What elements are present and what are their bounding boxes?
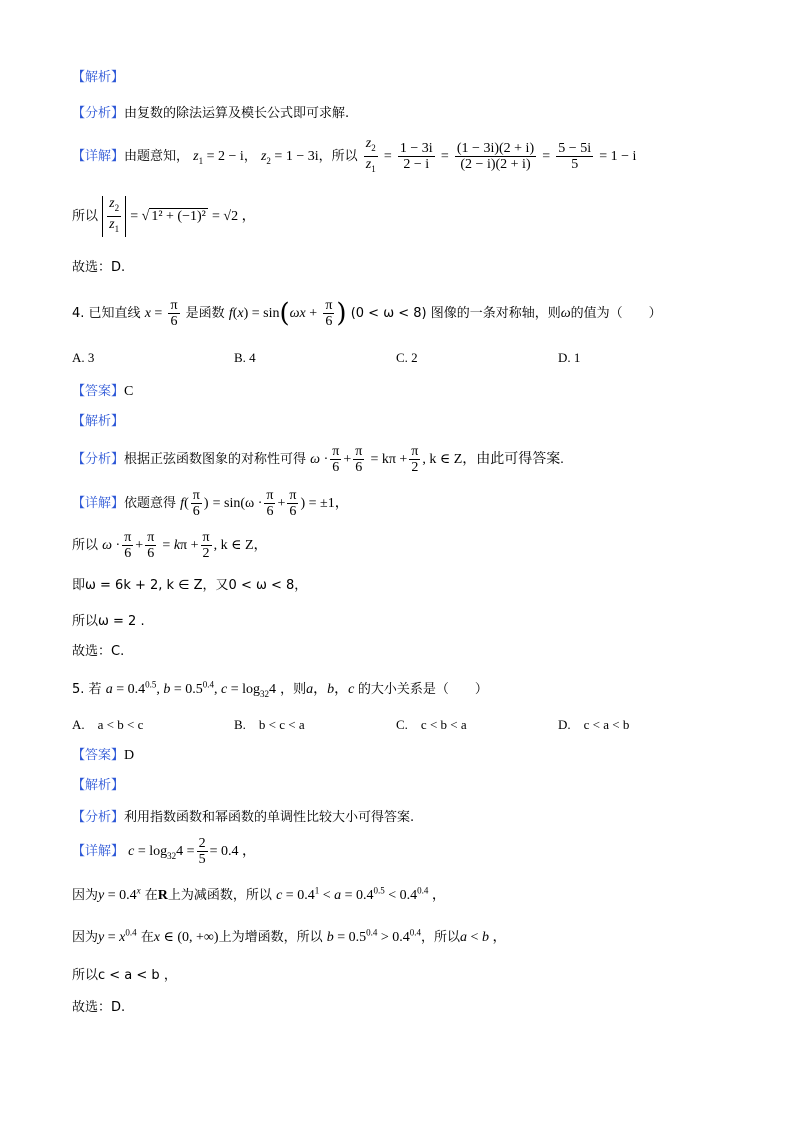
q4-line5: 所以ω = 2 .	[72, 614, 145, 629]
q5-option-b: B. b < c < a	[234, 717, 305, 732]
answer-label: 【答案】	[72, 384, 125, 399]
xiangjie-label: 【详解】	[72, 148, 125, 164]
q4-option-c: C. 2	[396, 350, 418, 365]
q5-line2-c: 上为减函数，所以	[167, 888, 272, 903]
q5-line3-a: 因为	[72, 930, 99, 945]
q3-abs-line	[72, 196, 256, 237]
q4-stem-c: (0 < ω < 8) 图像的一条对称轴，则	[350, 306, 561, 321]
q4-option-b: B. 4	[234, 350, 256, 365]
q4-xiangjie-b: = sin(ω ·	[212, 496, 263, 511]
z-ratio-frac: $\frac{z_2}{z_1}$	[365, 136, 376, 174]
analysis-label: 【解析】	[72, 70, 125, 85]
z2-eq: $z_2 = 1 - 3i$	[260, 148, 319, 166]
q4-xiangjie-a: 依题意得	[124, 496, 177, 511]
frac-1: $\frac{1 - 3i}{2 - i}$	[399, 140, 433, 172]
q4-stem: 4. 已知直线 x = $\frac{\pi}{6}$ 是函数 f(x) = sin(ωx + $\frac{\pi}{6}$ ) (0 < ω < 8) 图像的一条对称轴，则ω的值为（ ）	[72, 298, 662, 329]
q3-xiangjie-line: 【详解】由题意知， $z_1 = 2 - i$， $z_2 = 1 - 3i$，所以 $\frac{z_2}{z_1}$ = $\frac{1 - 3i}{2 - i}$ = $\frac{(1 - 3i)(2 + i)}{(2 - i)(2 + i)}$ = $\frac{5 - 5i}{5}$ = 1 − i	[72, 136, 636, 177]
q3-result: = 1 − i	[599, 148, 637, 164]
q5-analysis-label: 【解析】	[72, 778, 125, 793]
q5-choice: 故选：D.	[72, 1000, 126, 1015]
q4-analysis-label: 【解析】	[72, 414, 125, 429]
q4-fenxi-c: , k ∈ Z，由此可得答案.	[422, 452, 564, 467]
q5-line3-b: 上为增函数，所以	[218, 930, 323, 945]
q3-xiangjie-text: 由题意知，	[124, 148, 190, 164]
q5-fenxi-line	[72, 806, 414, 825]
frac-2: $\frac{(1 - 3i)(2 + i)}{(2 - i)(2 + i)}$	[456, 140, 535, 172]
q3-so-text: ，所以	[318, 148, 358, 164]
q4-xiangjie-label: 【详解】	[72, 496, 125, 511]
q5-answer-label: 【答案】	[72, 748, 125, 763]
q5-line3: 因为$y = x^{0.4}$ 在x ∈ (0, +∞)上为增函数，所以 $b = 0.5^{0.4} > 0.4^{0.4}$，所以a < b ，	[72, 927, 507, 945]
q5-line2: 因为$y = 0.4^x$ 在R上为减函数，所以 $c = 0.4^1 < a = 0.4^{0.5} < 0.4^{0.4}$ ，	[72, 885, 446, 903]
q4-stem-d: 的值为（ ）	[570, 306, 662, 321]
q4-stem-b: 是函数	[185, 306, 225, 321]
fenxi-label: 【分析】	[72, 106, 125, 121]
q4-line3: 所以 ω · $\frac{\pi}{6}$ + $\frac{\pi}{6}$ = kπ + $\frac{\pi}{2}$ , k ∈ Z，	[72, 530, 268, 561]
q3-abs-prefix: 所以	[72, 208, 99, 224]
q5-option-c: C. c < b < a	[396, 717, 467, 732]
q4-fenxi-line: 【分析】根据正弦函数图象的对称性可得 ω · $\frac{\pi}{6}$ + $\frac{\pi}{6}$ = kπ + $\frac{\pi}{2}$ , k ∈ Z，由此可得答案.	[72, 444, 564, 475]
q5-stem-b: ，则	[280, 682, 307, 697]
q5-line2-b: 在	[144, 888, 158, 903]
q3-choice: 故选：D.	[72, 260, 126, 275]
q4-answer-line	[72, 380, 133, 400]
q3-fenxi-line	[72, 102, 349, 121]
q5-line2-a: 因为	[72, 888, 99, 903]
q4-line3-a: 所以	[72, 538, 99, 553]
q4-choice: 故选：C.	[72, 644, 125, 659]
q5-option-d: D. c < a < b	[558, 717, 630, 732]
q4-fenxi-b: = kπ +	[370, 452, 408, 467]
q5-fenxi-label: 【分析】	[72, 810, 125, 825]
q5-stem-a: 5. 若	[72, 682, 102, 697]
q5-xiangjie-line: 【详解】 $c = \log_{32}4$ = $\frac{2}{5}$ = 0.4 ，	[72, 836, 256, 867]
q4-option-a: A. 3	[72, 350, 95, 365]
q4-line4: 即ω = 6k + 2, k ∈ Z，又0 < ω < 8，	[72, 578, 308, 593]
z1-eq: $z_1 = 2 - i$	[193, 148, 244, 166]
q5-fenxi-text: 利用指数函数和幂函数的单调性比较大小可得答案.	[124, 810, 415, 825]
q4-line3-b: , k ∈ Z，	[213, 538, 268, 553]
q3-abs-result: = √2 ，	[212, 208, 256, 224]
q4-answer: C	[124, 384, 134, 399]
q5-answer-line	[72, 744, 134, 764]
q5-line4: 所以c < a < b ，	[72, 968, 177, 983]
q4-stem-a: 4. 已知直线	[72, 306, 141, 321]
q4-xiangjie-c: ) = ±1，	[300, 496, 349, 511]
q3-abs-rhs: = √	[130, 208, 150, 224]
q5-xiangjie-label: 【详解】	[72, 844, 125, 859]
q4-fenxi-a: 根据正弦函数图象的对称性可得	[124, 452, 307, 467]
q4-xiangjie-line: 【详解】依题意得 f( $\frac{\pi}{6}$ ) = sin(ω · $\frac{\pi}{6}$ + $\frac{\pi}{6}$ ) = ±1，	[72, 488, 349, 519]
q5-option-a: A. a < b < c	[72, 717, 144, 732]
q5-stem-c: 的大小关系是（ ）	[357, 682, 488, 697]
q3-fenxi-text: 由复数的除法运算及模长公式即可求解.	[124, 106, 350, 121]
q4-option-d: D. 1	[558, 350, 581, 365]
frac-3: $\frac{5 - 5i}{5}$	[558, 140, 592, 172]
q5-line3-c: ，所以	[421, 930, 461, 945]
q3-radicand: 1² + (−1)²	[151, 208, 206, 224]
q5-answer: D	[124, 748, 135, 763]
q5-xiangjie-eq: = 0.4 ，	[209, 844, 256, 859]
abs-ratio: $\frac{z_2}{z_1}$	[102, 196, 126, 237]
q5-stem: 5. 若 $a = 0.4^{0.5}$, $b = 0.5^{0.4}$, $c = \log_{32}4$ ，则a，b，c 的大小关系是（ ）	[72, 679, 488, 699]
q4-fenxi-label: 【分析】	[72, 452, 125, 467]
